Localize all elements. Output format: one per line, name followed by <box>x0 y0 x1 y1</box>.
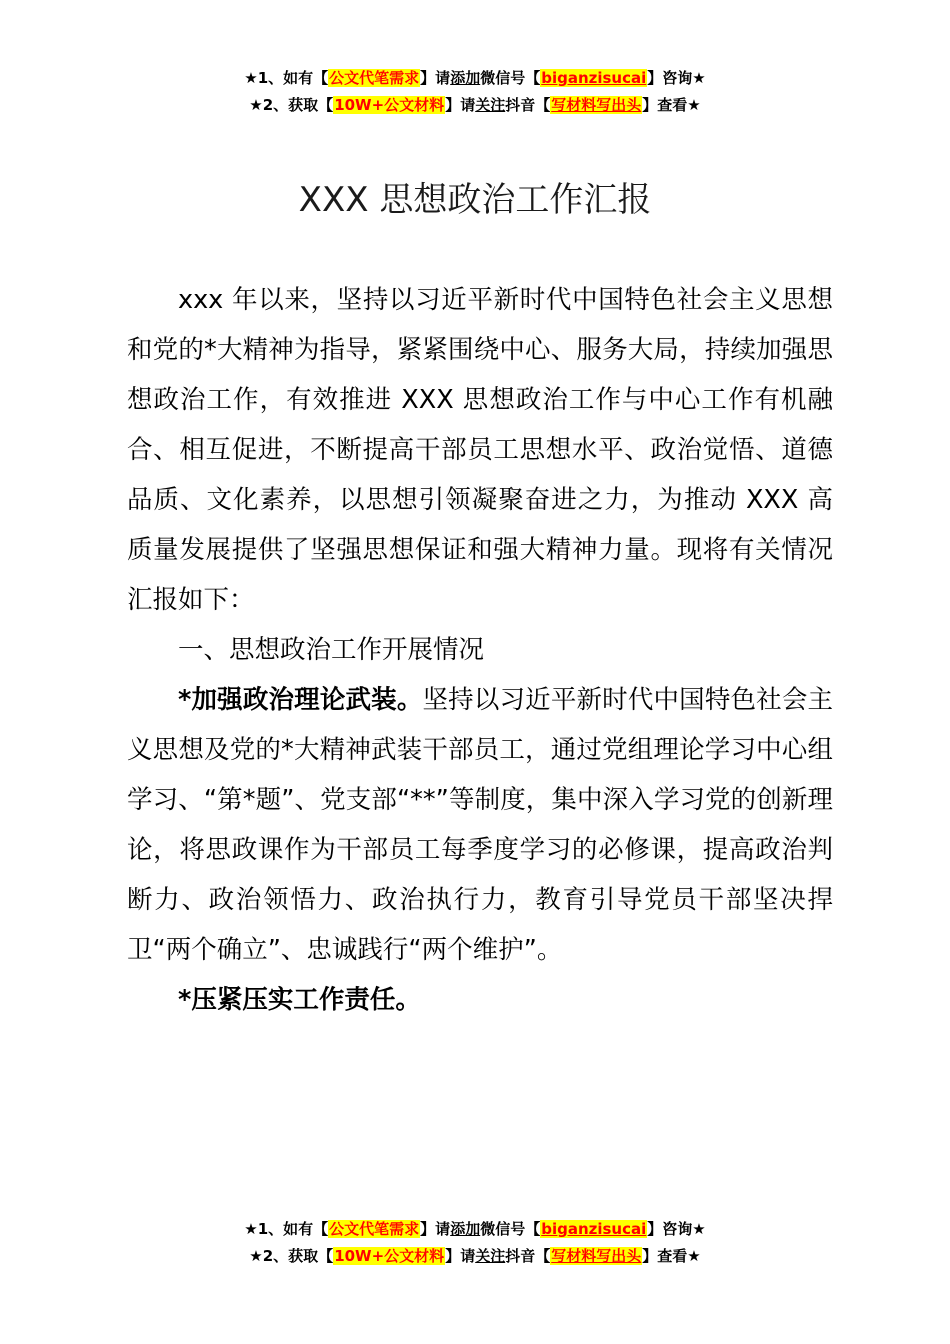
footer-line-1-middle-2: 微信号【 <box>480 1220 541 1238</box>
footer-banner <box>0 1216 950 1270</box>
banner-highlight-service: 公文代笔需求 <box>329 69 420 87</box>
banner-line-2-prefix: ★2、获取【 <box>249 96 334 114</box>
footer-line-2-middle-2: 抖音【 <box>505 1247 551 1265</box>
banner-highlight-wechat-id: biganzisucai <box>541 69 647 87</box>
banner-line-1-middle-2: 微信号【 <box>480 69 541 87</box>
banner-line-1-prefix: ★1、如有【 <box>244 69 329 87</box>
header-banner <box>0 65 950 119</box>
item-1-body: 坚持以习近平新时代中国特色社会主义思想及党的*大精神武装干部员工，通过党组理论学习中心组学习、“第*题”、党支部“**”等制度，集中深入学习党的创新理论，将思政课作为干部员工每季度学习的必修课，提高政治判断力、政治领悟力、政治执行力，教育引导党员干部坚决捍卫“两个确立”、忠诚践行“两个维护”。 <box>127 685 833 965</box>
item-2-heading: *压紧压实工作责任。 <box>178 985 421 1015</box>
footer-highlight-wechat-id: biganzisucai <box>541 1220 647 1238</box>
footer-line-2-prefix: ★2、获取【 <box>249 1247 334 1265</box>
banner-line-2-middle-2: 抖音【 <box>505 96 551 114</box>
footer-banner-line-2 <box>0 1243 950 1270</box>
footer-line-2-middle: 】请 <box>445 1247 476 1265</box>
intro-paragraph: xxx 年以来，坚持以习近平新时代中国特色社会主义思想和党的*大精神为指导，紧紧围绕中心、服务大局，持续加强思想政治工作，有效推进 XXX 思想政治工作与中心工作有机融合、相互促进，不断提高干部员工思想水平、政治觉悟、道德品质、文化素养，以思想引领凝聚奋进之力，为推动 XXX 高质量发展提供了坚强思想保证和强大精神力量。现将有关情况汇报如下： <box>127 285 833 615</box>
document-title: XXX 思想政治工作汇报 <box>298 180 652 220</box>
banner-line-2 <box>0 92 950 119</box>
section-heading: 一、思想政治工作开展情况 <box>178 635 485 665</box>
item-1-paragraph <box>127 675 833 975</box>
footer-banner-line-1 <box>0 1216 950 1243</box>
footer-line-1-middle: 】请 <box>420 1220 451 1238</box>
banner-highlight-douyin-id: 写材料写出头 <box>551 96 642 114</box>
banner-line-2-suffix: 】查看★ <box>642 96 701 114</box>
banner-line-2-middle: 】请 <box>445 96 476 114</box>
footer-underlined-add: 添加 <box>450 1220 481 1238</box>
footer-line-2-suffix: 】查看★ <box>642 1247 701 1265</box>
banner-line-1 <box>0 65 950 92</box>
banner-line-1-suffix: 】咨询★ <box>647 69 706 87</box>
footer-line-1-prefix: ★1、如有【 <box>244 1220 329 1238</box>
banner-line-1-middle: 】请 <box>420 69 451 87</box>
banner-underlined-follow: 关注 <box>475 96 506 114</box>
footer-line-1-suffix: 】咨询★ <box>647 1220 706 1238</box>
banner-underlined-add: 添加 <box>450 69 481 87</box>
document-body <box>127 275 833 1025</box>
footer-underlined-follow: 关注 <box>475 1247 506 1265</box>
banner-highlight-materials: 10W+公文材料 <box>334 96 445 114</box>
footer-highlight-materials: 10W+公文材料 <box>334 1247 445 1265</box>
footer-highlight-service: 公文代笔需求 <box>329 1220 420 1238</box>
item-1-heading: *加强政治理论武装。 <box>178 685 423 715</box>
footer-highlight-douyin-id: 写材料写出头 <box>551 1247 642 1265</box>
